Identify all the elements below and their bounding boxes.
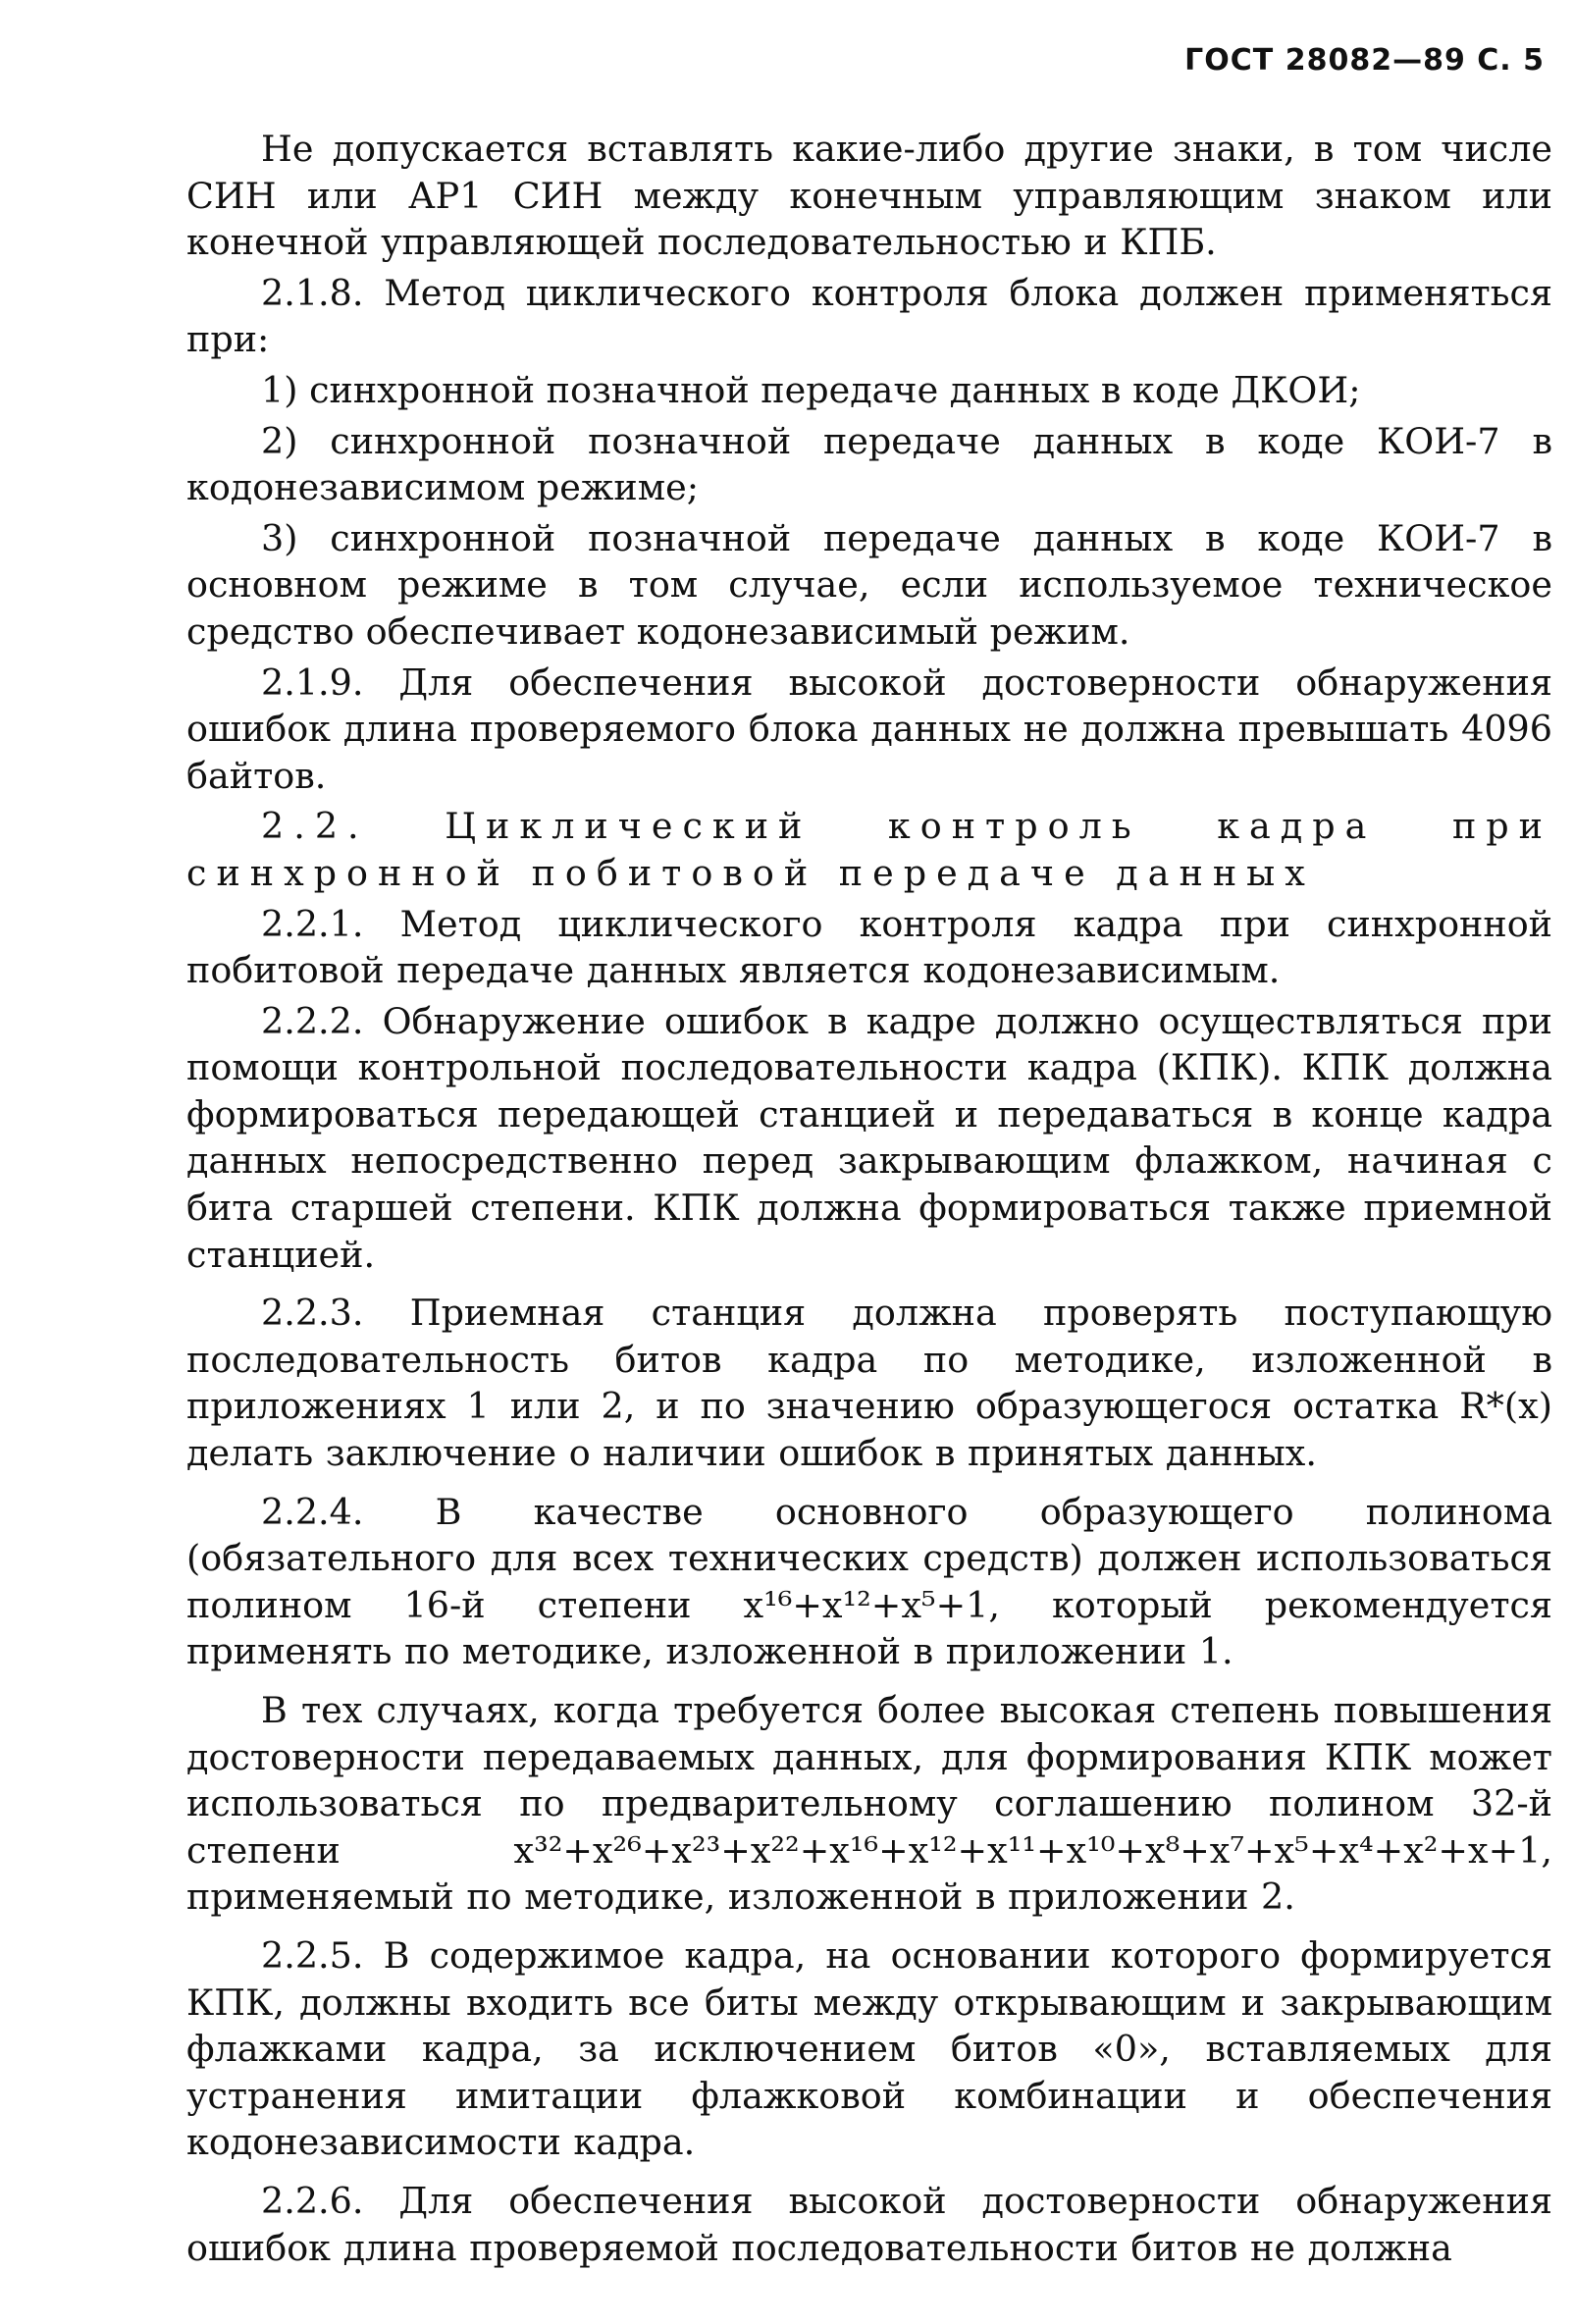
paragraph-intro: Не допускается вставлять какие-либо другие знаки, в том числе СИН или АР1 СИН между конечным управляющим знаком или конечной управляющей последовательностью и КПБ.	[186, 128, 1552, 264]
paragraph-2-2-6: 2.2.6. Для обеспечения высокой достоверности обнаружения ошибок длина проверяемой последовательности битов не должна	[186, 2179, 1552, 2269]
paragraph-2-2-4: 2.2.4. В качестве основного образующего полинома (обязательного для всех технических средств) должен использоваться полином 16-й степени x¹⁶+x¹²+x⁵+1, который рекомендуется применять по методике, изложенной в приложении 1.	[186, 1490, 1552, 1673]
paragraph-2-2-5: 2.2.5. В содержимое кадра, на основании которого формируется КПК, должны входить все биты между открывающим и закрывающим флажками кадра, за исключением битов «0», вставляемых для устранения имитации флажковой комбинации и обеспечения кодонезависимости кадра.	[186, 1933, 1552, 2164]
paragraph-2-1-9: 2.1.9. Для обеспечения высокой достоверности обнаружения ошибок длина проверяемого блока данных не должна превышать 4096 байтов.	[186, 660, 1552, 797]
running-header: ГОСТ 28082—89 С. 5	[1184, 43, 1545, 78]
paragraph-2-2-1: 2.2.1. Метод циклического контроля кадра при синхронной побитовой передаче данных является кодонезависимым.	[186, 902, 1552, 992]
document-body	[186, 126, 1552, 2275]
list-item-3: 3) синхронной позначной передаче данных в коде КОИ-7 в основном режиме в том случае, если используемое техническое средство обеспечивает кодонезависимый режим.	[186, 516, 1552, 653]
paragraph-2-2-2: 2.2.2. Обнаружение ошибок в кадре должно осуществляться при помощи контрольной последовательности кадра (КПК). КПК должна формироваться передающей станцией и передаваться в конце кадра данных непосредственно перед закрывающим флажком, начиная с бита старшей степени. КПК должна формироваться также приемной станцией.	[186, 999, 1552, 1276]
paragraph-polynomial-32: В тех случаях, когда требуется более высокая степень повышения достоверности передаваемых данных, для формирования КПК может использоваться по предварительному соглашению полином 32-й степени x³²+x²⁶+x²³+x²²+x¹⁶+x¹²+x¹¹+x¹⁰+x⁸+x⁷+x⁵+x⁴+x²+x+1, применяемый по методике, изложенной в приложении 2.	[186, 1689, 1552, 1919]
list-item-2: 2) синхронной позначной передаче данных в коде КОИ-7 в кодонезависимом режиме;	[186, 419, 1552, 509]
paragraph-2-2-3: 2.2.3. Приемная станция должна проверять поступающую последовательность битов кадра по методике, изложенной в приложениях 1 или 2, и по значению образующегося остатка R*(x) делать заключение о наличии ошибок в принятых данных.	[186, 1292, 1552, 1475]
paragraph-2-1-8: 2.1.8. Метод циклического контроля блока должен применяться при:	[186, 271, 1552, 361]
list-item-1: 1) синхронной позначной передаче данных в коде ДКОИ;	[261, 368, 1361, 411]
section-heading-2-2: 2.2. Циклический контроль кадра при синхронной побитовой передаче данных	[186, 805, 1552, 894]
